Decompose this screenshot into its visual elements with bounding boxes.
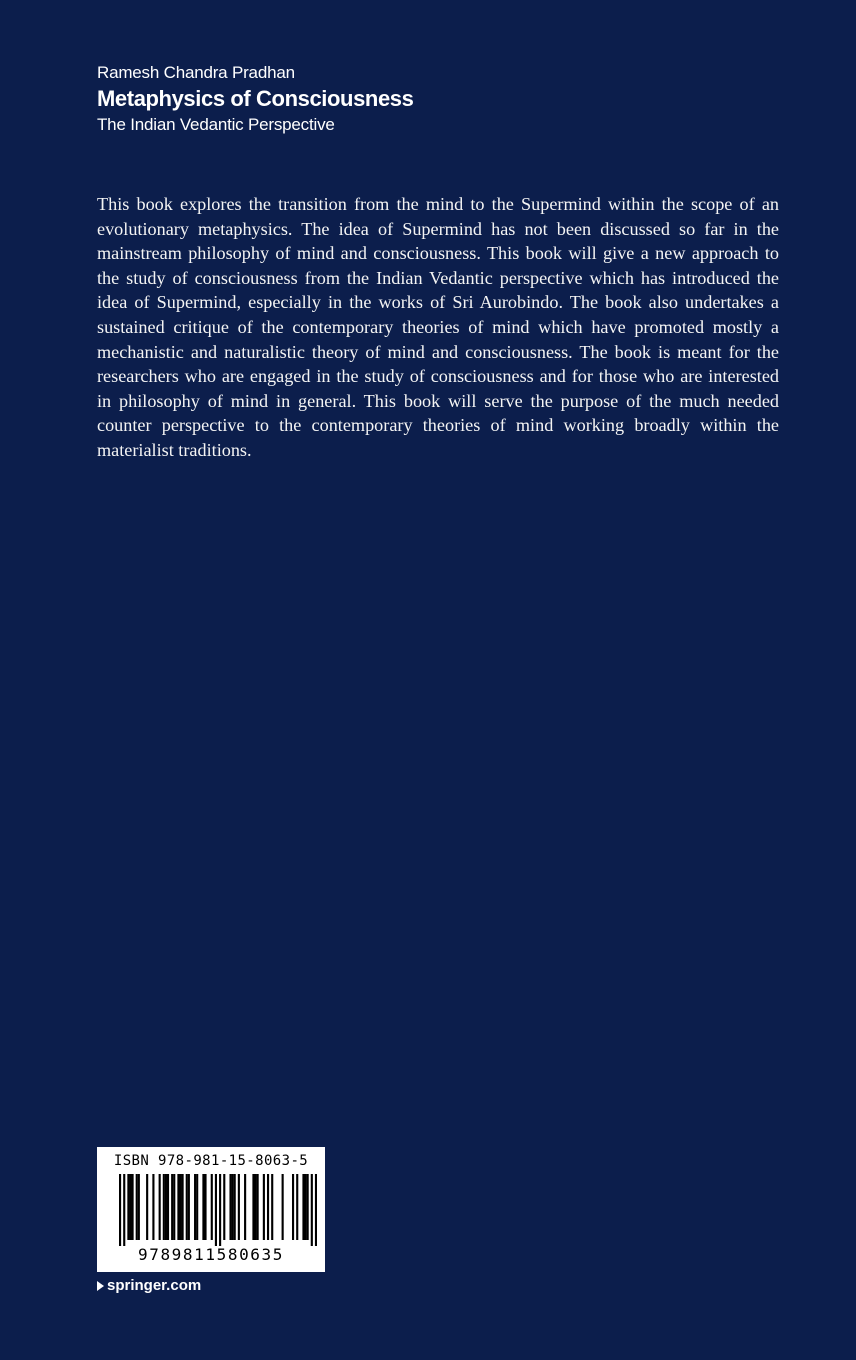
barcode-bar bbox=[302, 1174, 304, 1240]
barcode-bar bbox=[123, 1174, 125, 1246]
barcode-bar bbox=[211, 1174, 213, 1240]
barcode-bar bbox=[296, 1174, 298, 1240]
barcode-bar bbox=[254, 1174, 256, 1240]
barcode-bar bbox=[232, 1174, 234, 1240]
barcode-bar bbox=[171, 1174, 173, 1240]
barcode-bar bbox=[229, 1174, 231, 1240]
barcode-bar bbox=[159, 1174, 161, 1240]
barcode-bar bbox=[244, 1174, 246, 1240]
barcode-bar bbox=[127, 1174, 129, 1240]
barcode-bar bbox=[163, 1174, 165, 1240]
barcode-bar bbox=[215, 1174, 217, 1246]
publisher-url: springer.com bbox=[107, 1277, 202, 1294]
barcode-bar bbox=[173, 1174, 175, 1240]
barcode-bar bbox=[267, 1174, 269, 1240]
barcode-bar bbox=[138, 1174, 140, 1240]
barcode-bar bbox=[132, 1174, 134, 1240]
publisher-link[interactable] bbox=[97, 1276, 201, 1296]
barcode-bar bbox=[167, 1174, 169, 1240]
barcode-bar bbox=[136, 1174, 138, 1240]
barcode-bar bbox=[271, 1174, 273, 1240]
barcode-bar bbox=[186, 1174, 188, 1240]
barcode-bar bbox=[238, 1174, 240, 1240]
barcode-bar bbox=[204, 1174, 206, 1240]
barcode-bar bbox=[202, 1174, 204, 1240]
barcode-digits: 9789811580635 bbox=[137, 1245, 285, 1264]
cover-header bbox=[97, 62, 777, 136]
barcode-bar bbox=[188, 1174, 190, 1240]
barcode-bar bbox=[146, 1174, 148, 1240]
barcode-bar bbox=[196, 1174, 198, 1240]
barcode-bar bbox=[219, 1174, 221, 1246]
isbn-label: ISBN 978-981-15-8063-5 bbox=[113, 1153, 309, 1169]
barcode-bars bbox=[105, 1174, 317, 1246]
barcode-bar bbox=[282, 1174, 284, 1240]
barcode-bar bbox=[182, 1174, 184, 1240]
barcode-bar bbox=[292, 1174, 294, 1240]
barcode-bar bbox=[252, 1174, 254, 1240]
arrow-icon bbox=[97, 1281, 104, 1291]
author-name: Ramesh Chandra Pradhan bbox=[97, 63, 295, 82]
barcode-block bbox=[97, 1147, 325, 1272]
barcode-bar bbox=[129, 1174, 131, 1240]
barcode-bar bbox=[311, 1174, 313, 1246]
barcode-bar bbox=[194, 1174, 196, 1240]
book-title: Metaphysics of Consciousness bbox=[97, 86, 414, 111]
barcode-bar bbox=[257, 1174, 259, 1240]
barcode-bar bbox=[304, 1174, 306, 1240]
book-description: This book explores the transition from the mind to the Supermind within the scope of an evolutionary metaphysics. The idea of Supermind has not been discussed so far in the mainstream philosophy of mind and consciousness. This book will give a new approach to the study of consciousness from the Indian Vedantic perspective which has introduced the idea of Supermind, especially in the works of Sri Aurobindo. The book also undertakes a sustained critique of the contemporary theories of mind which have promoted mostly a mechanistic and naturalistic theory of mind and consciousness. The book is meant for the researchers who are engaged in the study of consciousness and for those who are interested in philosophy of mind in general. This book will serve the purpose of the much needed counter perspective to the contemporary theories of mind working broadly within the materialist traditions. bbox=[97, 194, 779, 460]
book-subtitle: The Indian Vedantic Perspective bbox=[97, 115, 335, 134]
barcode-bar bbox=[315, 1174, 317, 1246]
barcode-bar bbox=[165, 1174, 167, 1240]
barcode-bar bbox=[152, 1174, 154, 1240]
barcode-bar bbox=[307, 1174, 309, 1240]
barcode-bar bbox=[177, 1174, 179, 1240]
barcode-bar bbox=[234, 1174, 236, 1240]
barcode-bar bbox=[119, 1174, 121, 1246]
barcode-bar bbox=[223, 1174, 225, 1240]
barcode-bar bbox=[179, 1174, 181, 1240]
barcode-bar bbox=[263, 1174, 265, 1240]
